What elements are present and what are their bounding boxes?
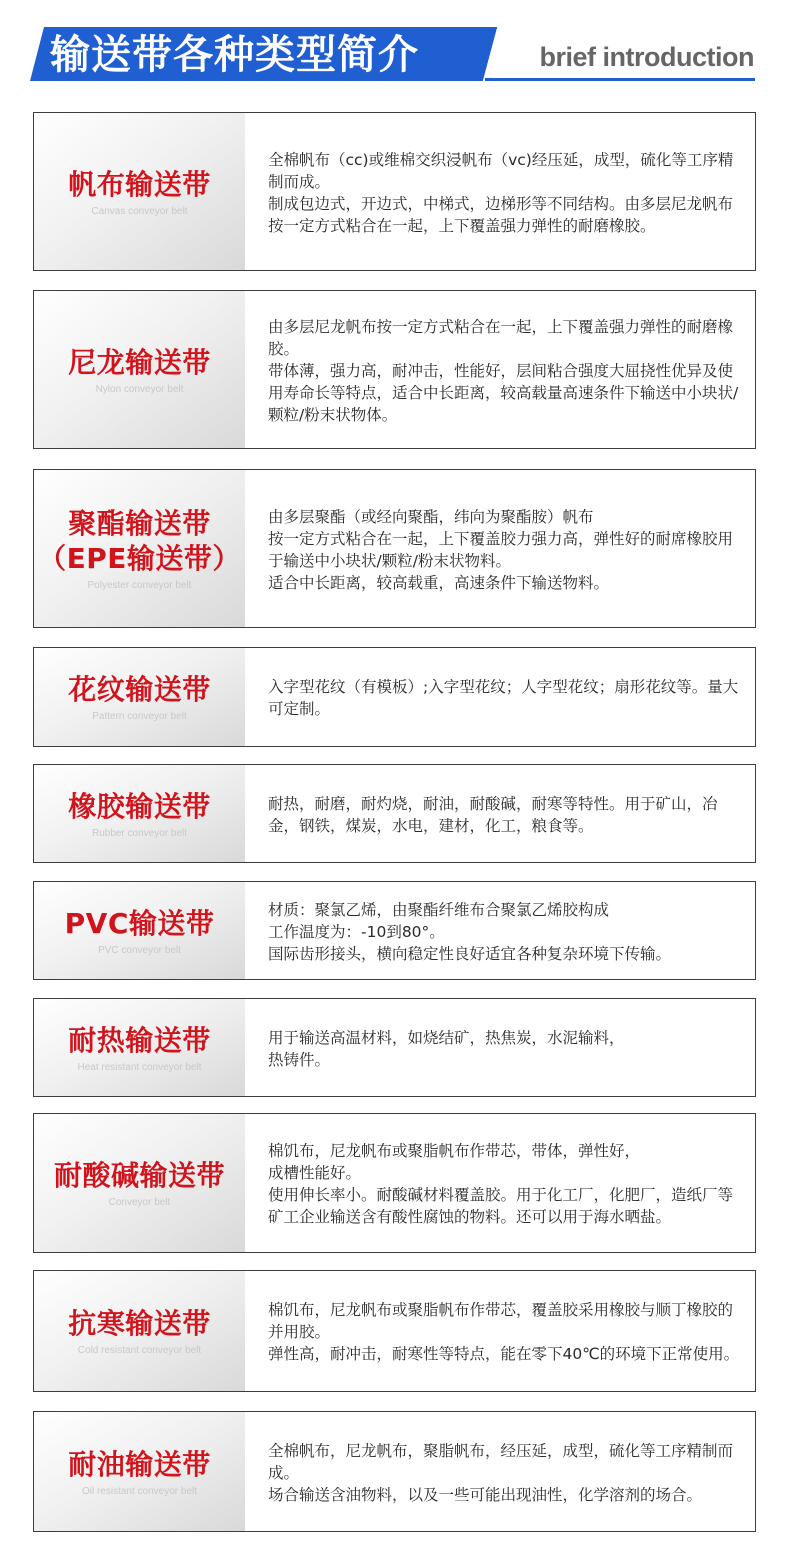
belt-card-polyester: [33, 469, 756, 628]
belt-type-title: 帆布输送带: [68, 167, 211, 201]
belt-type-title: 耐酸碱输送带: [53, 1159, 225, 1192]
belt-type-description: 用于输送高温材料，如烧结矿，热焦炭，水泥输料， 热铸件。: [268, 1028, 625, 1069]
card-description-panel: [245, 1271, 755, 1391]
belt-card-acid-alkali: [33, 1113, 756, 1253]
section-header: [0, 0, 790, 100]
card-label-panel: [34, 765, 245, 862]
belt-type-list: [33, 112, 756, 1532]
belt-type-title: 耐热输送带: [68, 1023, 211, 1057]
belt-type-subtitle: Canvas conveyor belt: [91, 205, 188, 217]
belt-card-pattern: [33, 647, 756, 747]
card-label-panel: [34, 113, 245, 270]
belt-type-subtitle: Nylon conveyor belt: [95, 383, 184, 395]
belt-type-subtitle: Oil resistant conveyor belt: [81, 1485, 198, 1497]
belt-type-title: 花纹输送带: [68, 673, 211, 706]
belt-type-description: 棉饥布，尼龙帆布或聚脂帆布作带芯，覆盖胶采用橡胶与顺丁橡胶的并用胶。 弹性高，耐冲击，耐寒性等特点，能在零下40℃的环境下正常使用。: [268, 1301, 740, 1363]
belt-type-title: 聚酯输送带 （EPE输送带）: [38, 507, 241, 575]
belt-type-subtitle: Rubber conveyor belt: [91, 827, 188, 839]
belt-type-description: 耐热，耐磨，耐灼烧，耐油，耐酸碱，耐寒等特性。用于矿山，冶金，钢铁，煤炭，水电，建材，化工，粮食等。: [268, 794, 718, 835]
belt-type-description: 全棉帆布（cc)或维棉交织浸帆布（vc)经压延，成型，硫化等工序精制而成。 制成包边式，开边式，中梯式，边梯形等不同结构。由多层尼龙帆布按一定方式粘合在一起，上下覆盖强力弹性的耐磨橡胶。: [268, 150, 734, 235]
belt-type-subtitle: Cold resistant conveyor belt: [77, 1345, 202, 1356]
belt-type-title: 耐油输送带: [68, 1447, 211, 1481]
card-label-panel: [34, 470, 245, 627]
card-label-panel: [34, 291, 245, 448]
card-description-panel: [245, 765, 755, 862]
card-label-panel: [34, 882, 245, 979]
belt-type-title: 尼龙输送带: [68, 345, 211, 379]
belt-type-description: 棉饥布，尼龙帆布或聚脂帆布作带芯，带体，弹性好， 成槽性能好。 使用伸长率小。耐酸碱材料覆盖胶。用于化工厂，化肥厂，造纸厂等矿工企业输送含有酸性腐蚀的物料。还可以用于海水晒盐。: [268, 1142, 734, 1226]
belt-card-nylon: [33, 290, 756, 449]
belt-type-subtitle: Conveyor belt: [108, 1197, 171, 1208]
card-description-panel: [245, 1114, 755, 1252]
belt-card-rubber: [33, 764, 756, 863]
header-underline: [485, 78, 755, 81]
page-subtitle: brief introduction: [539, 42, 754, 72]
belt-type-subtitle: Heat resistant conveyor belt: [77, 1061, 202, 1073]
card-description-panel: [245, 1412, 755, 1531]
card-description-panel: [245, 470, 755, 627]
belt-type-description: 入字型花纹（有模板）;入字型花纹；人字型花纹；扇形花纹等。量大可定制。: [268, 678, 739, 718]
belt-type-subtitle: PVC conveyor belt: [98, 944, 181, 956]
card-label-panel: [34, 648, 245, 746]
belt-card-canvas: [33, 112, 756, 271]
belt-type-description: 全棉帆布，尼龙帆布，聚脂帆布，经压延，成型，硫化等工序精制而成。 场合输送含油物料，以及一些可能出现油性，化学溶剂的场合。: [268, 1441, 734, 1504]
belt-card-cold-resistant: [33, 1270, 756, 1392]
belt-type-title: 橡胶输送带: [68, 789, 211, 823]
card-label-panel: [34, 1271, 245, 1391]
card-description-panel: [245, 291, 755, 448]
card-description-panel: [245, 113, 755, 270]
belt-type-subtitle: Pattern conveyor belt: [92, 711, 187, 722]
card-label-panel: [34, 1412, 245, 1531]
belt-card-heat-resistant: [33, 998, 756, 1097]
page-title: 输送带各种类型简介: [50, 32, 419, 78]
belt-type-description: 由多层聚酯（或经向聚酯，纬向为聚酯胺）帆布 按一定方式粘合在一起，上下覆盖胶力强力高，弹性好的耐席橡胶用于输送中小块状/颗粒/粉末状物料。 适合中长距离，较高载重，高速条件下输送物料。: [268, 507, 734, 592]
belt-type-subtitle: Polyester conveyor belt: [87, 580, 192, 591]
belt-type-description: 由多层尼龙帆布按一定方式粘合在一起，上下覆盖强力弹性的耐磨橡胶。 带体薄，强力高，耐冲击，性能好，层间粘合强度大屈挠性优异及使用寿命长等特点，适合中长距离，较高载量高速条件下输送中小块状/颗粒/粉末状物体。: [268, 317, 739, 424]
card-label-panel: [34, 999, 245, 1096]
belt-type-title: PVC输送带: [64, 906, 215, 940]
card-description-panel: [245, 882, 755, 979]
card-description-panel: [245, 648, 755, 746]
card-label-panel: [34, 1114, 245, 1252]
belt-type-title: 抗寒输送带: [68, 1307, 211, 1340]
card-description-panel: [245, 999, 755, 1096]
belt-card-oil-resistant: [33, 1411, 756, 1532]
belt-type-description: 材质：聚氯乙烯，由聚酯纤维布合聚氯乙烯胶构成 工作温度为：-10到80°。 国际齿形接头，横向稳定性良好适宜各种复杂环境下传输。: [268, 900, 672, 963]
belt-card-pvc: [33, 881, 756, 980]
